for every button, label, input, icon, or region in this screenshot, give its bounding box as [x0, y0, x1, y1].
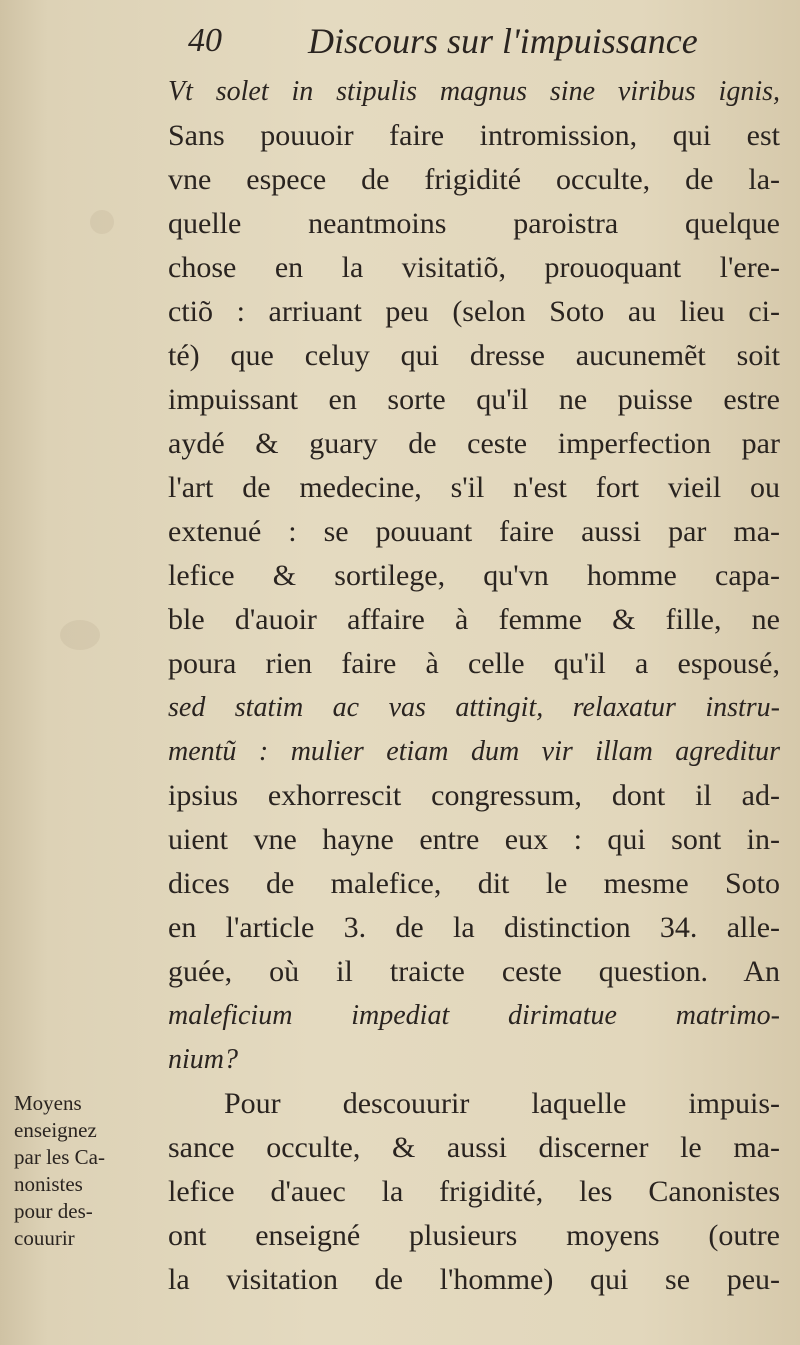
running-head: Discours sur l'impuissance: [308, 21, 698, 61]
text-line: nium?: [168, 1044, 238, 1075]
text-line: ctiõ : arriuant peu (selon Soto au lieu ci-: [168, 295, 780, 328]
text-line: uient vne hayne entre eux : qui sont in-: [168, 823, 780, 856]
text-line: sance occulte, & aussi discerner le ma-: [168, 1131, 780, 1164]
text-line: lefice & sortilege, qu'vn homme capa-: [168, 559, 780, 592]
text-line: extenué : se pouuant faire aussi par ma-: [168, 515, 780, 548]
text-line: sed statim ac vas attingit, relaxatur instru-: [168, 692, 780, 723]
marginal-line: nonistes: [14, 1172, 83, 1196]
text-line: lefice d'auec la frigidité, les Canonistes: [168, 1175, 780, 1208]
marginal-line: Moyens: [14, 1091, 82, 1115]
text-line: vne espece de frigidité occulte, de la-: [168, 163, 780, 196]
text-line: impuissant en sorte qu'il ne puisse estre: [168, 383, 780, 416]
text-line: dices de malefice, dit le mesme Soto: [168, 867, 780, 900]
text-line: en l'article 3. de la distinction 34. alle-: [168, 911, 780, 944]
page-number: 40: [188, 22, 222, 59]
text-line: ipsius exhorrescit congressum, dont il ad-: [168, 779, 780, 812]
page-header: [188, 18, 748, 66]
main-text-block: [168, 70, 780, 1302]
text-line: Pour descouurir laquelle impuis-: [224, 1087, 780, 1120]
text-line: guée, où il traicte ceste question. An: [168, 955, 780, 988]
text-line: té) que celuy qui dresse aucunemẽt soit: [168, 339, 780, 372]
text-line: mentũ : mulier etiam dum vir illam agreditur: [168, 736, 780, 767]
marginal-line: enseignez: [14, 1118, 97, 1142]
text-line: ont enseigné plusieurs moyens (outre: [168, 1219, 780, 1252]
marginal-note: [14, 1090, 154, 1252]
text-line: aydé & guary de ceste imperfection par: [168, 427, 780, 460]
text-line: la visitation de l'homme) qui se peu-: [168, 1263, 780, 1296]
text-line: l'art de medecine, s'il n'est fort vieil ou: [168, 471, 780, 504]
text-line: quelle neantmoins paroistra quelque: [168, 207, 780, 240]
text-line: poura rien faire à celle qu'il a espousé,: [168, 647, 780, 680]
marginal-line: pour des-: [14, 1199, 93, 1223]
marginal-line: couurir: [14, 1226, 75, 1250]
marginal-line: par les Ca-: [14, 1145, 105, 1169]
text-line: Sans pouuoir faire intromission, qui est: [168, 119, 780, 152]
text-line: ble d'auoir affaire à femme & fille, ne: [168, 603, 780, 636]
paper-stain: [90, 210, 114, 234]
text-line: Vt solet in stipulis magnus sine viribus ignis,: [168, 76, 780, 107]
text-line: chose en la visitatiõ, prouoquant l'ere-: [168, 251, 780, 284]
paper-stain: [60, 620, 100, 650]
text-line: maleficium impediat dirimatue matrimo-: [168, 1000, 780, 1031]
